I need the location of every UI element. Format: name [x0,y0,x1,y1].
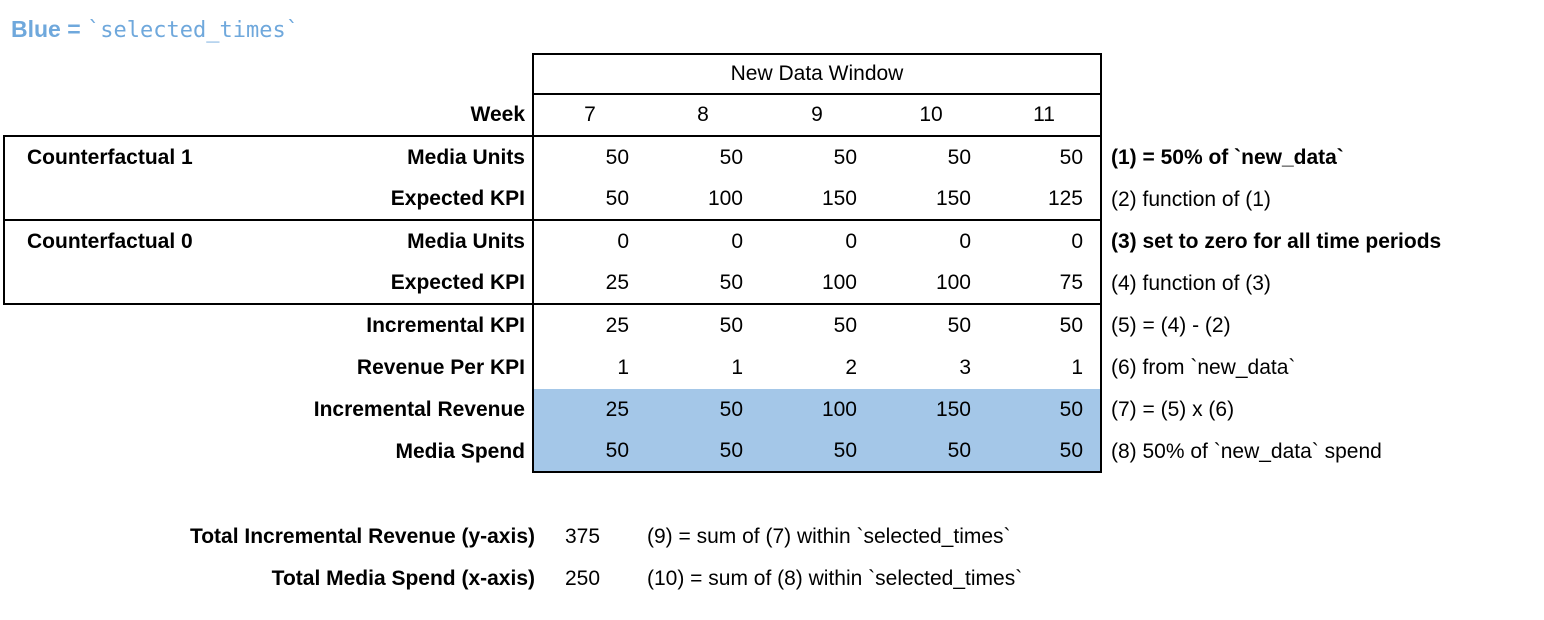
total-incremental-revenue-note: (9) = sum of (7) within `selected_times` [647,525,1011,548]
table-cell: 50 [532,179,646,221]
table-cell: 50 [947,146,971,169]
table-cell: 100 [760,263,874,305]
table-cell: 150 [874,179,988,221]
table-cell: 100 [646,179,760,221]
table-cell: 50 [947,314,971,337]
table-cell: 75 [988,263,1102,305]
week-header: 9 [760,95,874,137]
legend-title-code: `selected_times` [87,18,299,43]
week-header: 8 [646,95,760,137]
row-label: Media Spend [395,440,525,463]
table-cell: 2 [845,356,857,379]
table-cell-highlighted: 100 [760,389,874,431]
total-media-spend-value: 250 [565,567,601,590]
table-cell: 0 [731,230,743,253]
row-note: (4) function of (3) [1111,272,1271,295]
row-label: Incremental KPI [366,314,525,337]
row-note: (8) 50% of `new_data` spend [1111,440,1382,463]
table-cell-highlighted: 25 [532,389,646,431]
table-cell-highlighted: 50 [532,431,646,473]
table-cell: 0 [988,221,1102,263]
table-cell: 50 [532,137,646,179]
row-label: Incremental Revenue [313,398,525,421]
table-cell: 50 [833,314,857,337]
table-cell: 100 [874,263,988,305]
table-cell: 1 [532,347,646,389]
table-cell-highlighted: 50 [760,431,874,473]
counterfactual-table [3,53,1542,473]
week-header: 7 [532,95,646,137]
totals-section [3,516,1022,600]
total-media-spend-note: (10) = sum of (8) within `selected_times` [647,567,1023,590]
table-cell: 50 [833,146,857,169]
table-cell: 25 [532,263,646,305]
table-cell-highlighted: 50 [874,431,988,473]
table-cell: 150 [760,179,874,221]
table-cell: 50 [988,137,1102,179]
table-cell: 125 [988,179,1102,221]
row-note: (2) function of (1) [1111,188,1271,211]
group-label-counterfactual-1: Counterfactual 1 [3,137,240,179]
table-cell-highlighted: 50 [646,431,760,473]
total-media-spend-label: Total Media Spend (x-axis) [271,567,535,590]
table-cell: 50 [646,263,760,305]
week-header: 11 [988,95,1102,137]
table-cell: 1 [731,356,743,379]
total-incremental-revenue-value: 375 [565,525,601,548]
row-label: Revenue Per KPI [356,356,525,379]
table-header-new-data-window: New Data Window [532,53,1102,95]
table-cell: 0 [959,230,971,253]
row-note: (6) from `new_data` [1111,356,1296,379]
table-cell-highlighted: 150 [874,389,988,431]
table-cell-highlighted: 50 [988,431,1102,473]
row-label: Media Units [407,230,525,253]
total-incremental-revenue-label: Total Incremental Revenue (y-axis) [189,525,535,548]
row-note: (7) = (5) x (6) [1111,398,1235,421]
week-header: 10 [874,95,988,137]
table-cell: 25 [532,305,646,347]
table-cell-highlighted: 50 [988,389,1102,431]
row-label: Expected KPI [240,263,532,305]
group-label-counterfactual-0: Counterfactual 0 [3,221,240,263]
table-cell: 1 [988,347,1102,389]
table-cell: 0 [532,221,646,263]
row-note: (5) = (4) - (2) [1111,314,1231,337]
row-note: (1) = 50% of `new_data` [1111,146,1344,169]
table-cell: 0 [845,230,857,253]
table-cell: 50 [719,146,743,169]
table-cell: 50 [988,305,1102,347]
table-cell: 3 [959,356,971,379]
legend-title [11,16,299,43]
legend-title-prefix: Blue = [11,16,88,42]
row-note: (3) set to zero for all time periods [1111,230,1442,253]
table-cell-highlighted: 50 [646,389,760,431]
row-label: Media Units [407,146,525,169]
week-row-label: Week [240,95,532,137]
table-cell: 50 [719,314,743,337]
row-label: Expected KPI [240,179,532,221]
